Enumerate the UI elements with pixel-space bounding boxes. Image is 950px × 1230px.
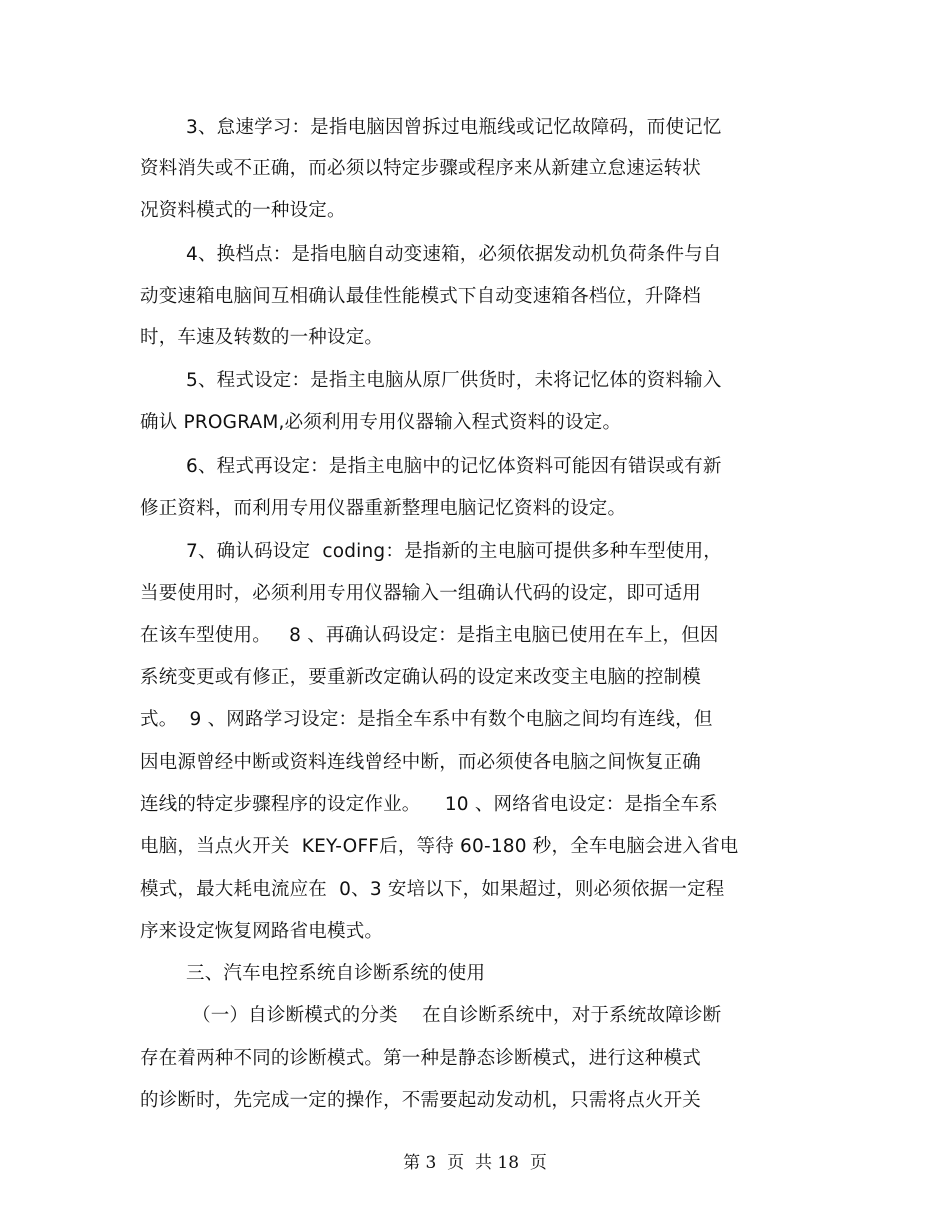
paragraph-line: 因电源曾经中断或资料连线曾经中断，而必须使各电脑之间恢复正确 — [140, 752, 702, 773]
paragraph-line: 当要使用时，必须利用专用仪器输入一组确认代码的设定，即可适用 — [140, 583, 702, 604]
paragraph-line: 序来设定恢复网路省电模式。 — [140, 921, 384, 942]
paragraph-line: 在该车型使用。 8 、再确认码设定：是指主电脑已使用在车上，但因 — [140, 625, 719, 646]
paragraph-line: 4、换档点：是指电脑自动变速箱，必须依据发动机负荷条件与自 — [186, 244, 722, 265]
paragraph-line: 的诊断时，先完成一定的操作，不需要起动发动机，只需将点火开关 — [140, 1090, 702, 1111]
paragraph-line: 电脑，当点火开关 KEY-OFF后，等待 60-180 秒，全车电脑会进入省电 — [140, 836, 739, 857]
paragraph-line: 确认 PROGRAM,必须利用专用仪器输入程式资料的设定。 — [140, 412, 622, 433]
paragraph-line: 资料消失或不正确，而必须以特定步骤或程序来从新建立怠速运转状 — [140, 158, 702, 179]
paragraph-line: 系统变更或有修正，要重新改定确认码的设定来改变主电脑的控制模 — [140, 667, 702, 688]
paragraph-line: 3、怠速学习：是指电脑因曾拆过电瓶线或记忆故障码，而使记忆 — [186, 117, 722, 138]
page-number-footer: 第 3 页 共 18 页 — [403, 1153, 547, 1173]
paragraph-line: （一）自诊断模式的分类 在自诊断系统中，对于系统故障诊断 — [186, 1005, 722, 1026]
paragraph-line: 7、确认码设定 coding：是指新的主电脑可提供多种车型使用， — [186, 541, 722, 562]
section-heading: 三、汽车电控系统自诊断系统的使用 — [186, 963, 486, 984]
paragraph-line: 时，车速及转数的一种设定。 — [140, 327, 384, 348]
paragraph-line: 存在着两种不同的诊断模式。第一种是静态诊断模式，进行这种模式 — [140, 1048, 702, 1069]
paragraph-line: 6、程式再设定：是指主电脑中的记忆体资料可能因有错误或有新 — [186, 456, 722, 477]
paragraph-line: 5、程式设定：是指主电脑从原厂供货时，未将记忆体的资料输入 — [186, 370, 722, 391]
paragraph-line: 修正资料，而利用专用仪器重新整理电脑记忆资料的设定。 — [140, 498, 627, 519]
paragraph-line: 连线的特定步骤程序的设定作业。 10 、网络省电设定：是指全车系 — [140, 794, 718, 815]
paragraph-line: 况资料模式的一种设定。 — [140, 200, 346, 221]
paragraph-line: 式。 9 、网路学习设定：是指全车系中有数个电脑之间均有连线，但 — [140, 709, 713, 730]
paragraph-line: 动变速箱电脑间互相确认最佳性能模式下自动变速箱各档位，升降档 — [140, 286, 702, 307]
paragraph-line: 模式，最大耗电流应在 0、3 安培以下，如果超过，则必须依据一定程 — [140, 879, 725, 900]
